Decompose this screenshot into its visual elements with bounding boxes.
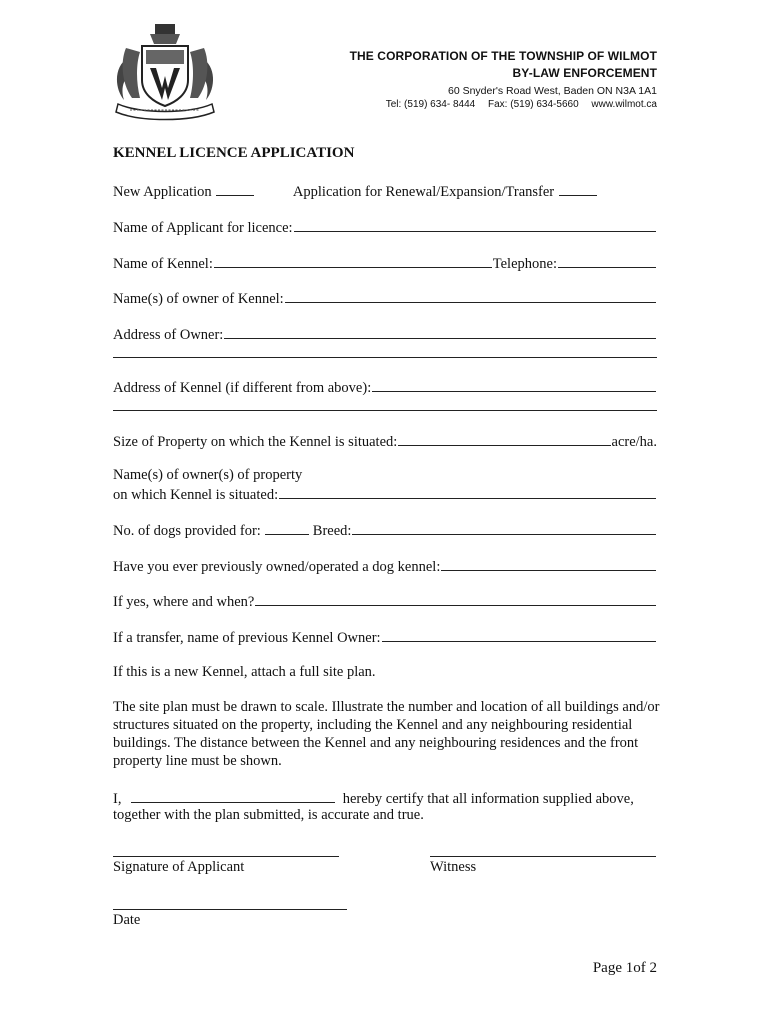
letterhead: [350, 48, 657, 112]
transfer-owner-field[interactable]: [382, 627, 656, 642]
kennel-address-line-2[interactable]: [113, 410, 657, 411]
department-name: BY-LAW ENFORCEMENT: [512, 66, 657, 80]
office-address: 60 Snyder's Road West, Baden ON N3A 1A1: [447, 85, 657, 97]
kennel-address-field[interactable]: [372, 377, 656, 392]
telephone-number: Tel: (519) 634- 8444: [385, 99, 476, 110]
where-when-row: [113, 591, 657, 611]
owner-address-row: [113, 324, 657, 344]
owner-names-row: [113, 288, 657, 308]
kennel-name-row: [113, 253, 657, 273]
signature-label: Signature of Applicant: [113, 859, 245, 875]
date-line[interactable]: [113, 909, 347, 910]
transfer-owner-label: If a transfer, name of previous Kennel Owner:: [113, 630, 381, 646]
applicant-name-label: Name of Applicant for licence:: [113, 220, 293, 236]
previous-kennel-field[interactable]: [441, 556, 656, 571]
website: www.wilmot.ca: [591, 99, 657, 110]
telephone-label: Telephone:: [492, 256, 557, 272]
certifier-name-field[interactable]: [131, 788, 335, 803]
applicant-name-row: [113, 217, 657, 237]
transfer-owner-row: [113, 627, 657, 647]
signature-line[interactable]: [113, 856, 339, 857]
kennel-address-row: [113, 377, 657, 397]
property-size-row: [113, 431, 657, 451]
contact-info: [350, 98, 657, 112]
certify-prefix: I,: [113, 791, 122, 807]
township-crest-logo: [110, 18, 220, 122]
kennel-name-label: Name of Kennel:: [113, 256, 213, 272]
dogs-count-label: No. of dogs provided for:: [113, 523, 261, 539]
corporation-name: THE CORPORATION OF THE TOWNSHIP OF WILMOT: [349, 49, 657, 63]
owner-address-line-2[interactable]: [113, 357, 657, 358]
certify-suffix: hereby certify that all information supplied above,: [342, 791, 634, 807]
owner-names-label: Name(s) of owner of Kennel:: [113, 291, 284, 307]
property-owners-field[interactable]: [279, 484, 656, 499]
property-size-label: Size of Property on which the Kennel is situated:: [113, 434, 398, 450]
property-unit: acre/ha.: [611, 434, 657, 450]
dogs-row: [113, 520, 657, 540]
certify-row: [113, 788, 657, 808]
witness-label: Witness: [430, 859, 477, 875]
owner-names-field[interactable]: [285, 288, 656, 303]
previous-kennel-label: Have you ever previously owned/operated a dog kennel:: [113, 559, 441, 575]
where-when-field[interactable]: [255, 591, 656, 606]
certify-line-2: together with the plan submitted, is accurate and true.: [113, 807, 424, 823]
new-application-blank[interactable]: [216, 181, 254, 196]
owner-address-field[interactable]: [224, 324, 656, 339]
telephone-field[interactable]: [558, 253, 656, 268]
date-label: Date: [113, 912, 141, 928]
site-plan-instructions: The site plan must be drawn to scale. Illustrate the number and location of all buildings and/or structures situated on the property, including the Kennel and any neighbouring residential buildings. The distance between the Kennel and any neighbouring residences and the front property line must be shown.: [113, 699, 660, 769]
where-when-label: If yes, where and when?: [113, 594, 255, 610]
applicant-name-field[interactable]: [294, 217, 656, 232]
kennel-address-label: Address of Kennel (if different from above):: [113, 380, 372, 396]
breed-label: Breed:: [312, 523, 352, 539]
renewal-label: Application for Renewal/Expansion/Transfer: [292, 184, 555, 200]
owner-address-label: Address of Owner:: [113, 327, 224, 343]
property-owners-label-1: Name(s) of owner(s) of property: [113, 467, 303, 483]
property-size-field[interactable]: [398, 431, 610, 446]
fax-number: Fax: (519) 634-5660: [488, 99, 579, 110]
witness-line[interactable]: [430, 856, 656, 857]
form-title: KENNEL LICENCE APPLICATION: [113, 145, 355, 161]
renewal-blank[interactable]: [559, 181, 597, 196]
new-kennel-note: If this is a new Kennel, attach a full site plan.: [113, 664, 376, 680]
kennel-name-field[interactable]: [214, 253, 492, 268]
property-owners-label-2: on which Kennel is situated:: [113, 487, 279, 503]
previous-kennel-row: [113, 556, 657, 576]
page-number: Page 1of 2: [592, 960, 657, 976]
application-type-row: [113, 181, 657, 201]
dogs-count-field[interactable]: [265, 520, 309, 535]
property-owners-row: [113, 484, 657, 504]
breed-field[interactable]: [352, 520, 656, 535]
new-application-label: New Application: [113, 184, 212, 200]
